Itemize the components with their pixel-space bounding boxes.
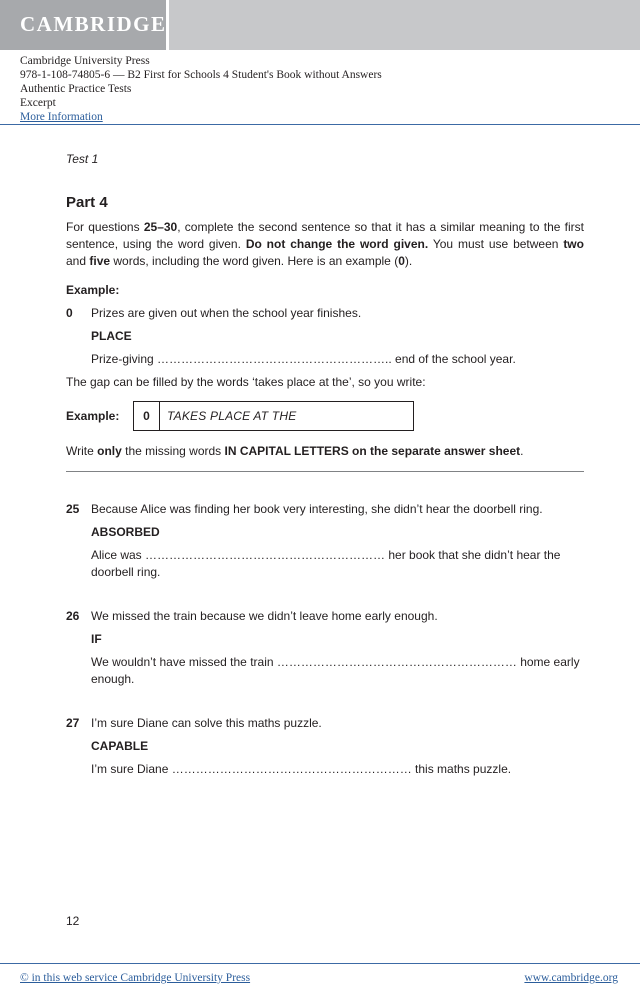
write-note-text-3: . xyxy=(520,444,524,458)
question-answer-line: I’m sure Diane …………………………………………………… this maths puzzle. xyxy=(91,762,512,776)
example-number: 0 xyxy=(66,306,73,320)
question-keyword: ABSORBED xyxy=(91,525,160,539)
example-keyword: PLACE xyxy=(91,329,132,343)
instr-two: two xyxy=(563,237,584,251)
question-number: 26 xyxy=(66,609,80,623)
gap-note: The gap can be filled by the words ‘takes place at the’, so you write: xyxy=(66,375,426,389)
question-answer-line: We wouldn’t have missed the train …………………………………………………… home early enough. xyxy=(91,655,580,686)
more-information-link[interactable]: More Information xyxy=(20,111,103,123)
write-note xyxy=(66,444,523,458)
example-box-answer: TAKES PLACE AT THE xyxy=(167,409,297,423)
example-box-number: 0 xyxy=(134,402,160,430)
instr-text-3: You must use between xyxy=(428,237,564,251)
question-number: 25 xyxy=(66,502,80,516)
write-note-caps: IN CAPITAL LETTERS on the separate answer sheet xyxy=(224,444,521,458)
brand-logo-panel xyxy=(0,0,166,50)
question-answer-line: Alice was …………………………………………………… her book that she didn’t hear the doorbell ring. xyxy=(91,548,561,579)
test-label: Test 1 xyxy=(66,152,99,166)
instr-zero: 0 xyxy=(398,254,405,268)
series-name: Authentic Practice Tests xyxy=(20,83,132,95)
instr-text-4: and xyxy=(66,254,90,268)
cambridge-logo: CAMBRIDGE xyxy=(20,12,167,36)
excerpt-label: Excerpt xyxy=(20,97,56,109)
instr-range: 25–30 xyxy=(143,220,178,234)
instr-text-5: words, including the word given. Here is an example ( xyxy=(110,254,399,268)
question-sentence: I’m sure Diane can solve this maths puzzle. xyxy=(91,716,322,730)
instr-text-2: , complete the second sentence so that it has a similar meaning to the first sentence, using the word given. xyxy=(66,220,584,251)
footer-divider xyxy=(0,963,640,964)
instructions xyxy=(66,219,584,270)
instr-text-6: ). xyxy=(404,254,413,268)
book-metadata xyxy=(20,54,620,124)
write-note-text-1: Write xyxy=(66,444,98,458)
example-answer-box xyxy=(133,401,414,431)
publisher-name: Cambridge University Press xyxy=(20,55,150,67)
example-box-label: Example: xyxy=(66,409,120,423)
question-sentence: We missed the train because we didn’t leave home early enough. xyxy=(91,609,438,623)
copyright-link[interactable]: © in this web service Cambridge University Press xyxy=(20,972,251,984)
write-note-only: only xyxy=(97,444,122,458)
question-sentence: Because Alice was finding her book very interesting, she didn’t hear the doorbell ring. xyxy=(91,502,543,516)
instr-text-1: For questions xyxy=(66,220,144,234)
brand-banner-fill xyxy=(169,0,640,50)
example-heading: Example: xyxy=(66,283,120,297)
isbn-title: 978-1-108-74805-6 — B2 First for Schools 4 Student's Book without Answers xyxy=(20,69,382,81)
instr-five: five xyxy=(89,254,111,268)
question-keyword: CAPABLE xyxy=(91,739,149,753)
page-number: 12 xyxy=(66,914,80,928)
instr-do-not-change: Do not change the word given. xyxy=(245,237,429,251)
question-number: 27 xyxy=(66,716,80,730)
example-answer-line: Prize-giving ………………………………………………….. end of the school year. xyxy=(91,352,516,366)
part-title: Part 4 xyxy=(66,194,108,211)
write-note-text-2: the missing words xyxy=(121,444,225,458)
example-sentence: Prizes are given out when the school year finishes. xyxy=(91,306,362,320)
website-link[interactable]: www.cambridge.org xyxy=(524,972,618,984)
brand-banner xyxy=(0,0,640,50)
question-keyword: IF xyxy=(91,632,102,646)
header-divider xyxy=(0,124,640,125)
section-divider xyxy=(66,471,584,472)
